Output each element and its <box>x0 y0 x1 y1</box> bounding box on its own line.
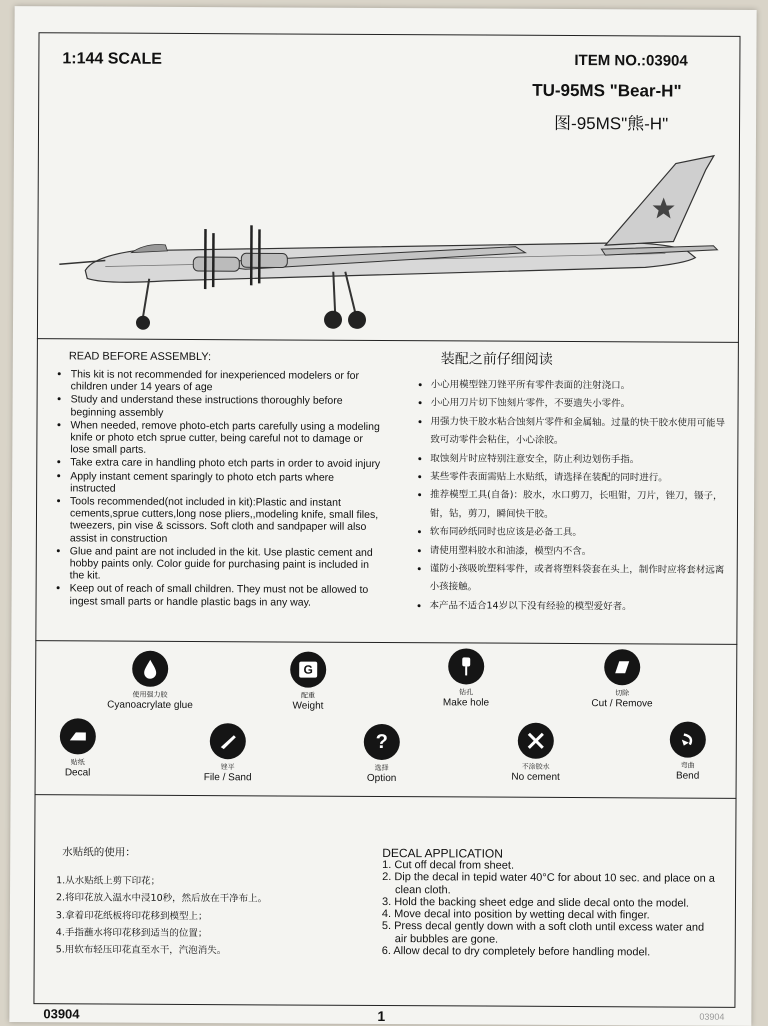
symbol-no-cement: 不涂胶水 No cement <box>471 722 601 784</box>
list-item: • Keep out of reach of small children. They must not be allowed to ingest small parts or handle plastic bags in any way. <box>70 583 380 609</box>
list-item: 1. Cut off decal from sheet. <box>382 859 718 873</box>
list-item: • 本产品不适合14岁以下没有经验的模型爱好者。 <box>429 597 729 617</box>
knife-cut-icon <box>604 649 640 685</box>
read-before-list <box>56 368 381 610</box>
list-item: • 小心用刀片切下蚀刻片零件，不要遗失小零件。 <box>431 395 731 415</box>
file-sand-icon <box>210 723 246 759</box>
list-item: 4.手指蘸水将印花移到适当的位置； <box>56 924 267 942</box>
list-item: 5.用软布轻压印花直至水干，汽泡消失。 <box>56 941 267 959</box>
read-before-title-cn: 装配之前仔细阅读 <box>441 348 553 369</box>
footer-item-code-faint: 03904 <box>699 1012 724 1022</box>
model-name: TU-95MS "Bear-H" <box>532 81 681 102</box>
symbol-bend: 弯曲 Bend <box>623 721 753 783</box>
symbol-weight: G 配重 Weight <box>243 651 373 713</box>
list-item: • Take extra care in handling photo etch parts in order to avoid injury <box>70 457 380 471</box>
item-number: ITEM NO.:03904 <box>574 52 687 70</box>
scale-label: 1:144 SCALE <box>62 50 162 69</box>
list-item: 5. Press decal gently down with a soft cloth until excess water and air bubbles are gone. <box>382 920 718 946</box>
water-decal-list-cn <box>56 872 268 960</box>
symbol-decal: 贴纸 Decal <box>13 718 143 780</box>
list-item: • 请使用塑料胶水和油漆，模型内不含。 <box>430 542 730 562</box>
decal-application-list <box>382 859 719 959</box>
footer-item-code: 03904 <box>43 1006 79 1021</box>
list-item: 2.将印花放入温水中浸10秒，然后放在干净布上。 <box>56 890 267 908</box>
question-icon: ? <box>364 724 400 760</box>
list-item: • 软布同砂纸同时也应该是必备工具。 <box>430 523 730 543</box>
read-before-title: READ BEFORE ASSEMBLY: <box>69 350 211 363</box>
drill-icon <box>448 648 484 684</box>
list-item: • Study and understand these instructions thoroughly before beginning assembly <box>71 394 381 420</box>
list-item: 3. Hold the backing sheet edge and slide decal onto the model. <box>382 896 718 910</box>
glue-drop-icon <box>132 651 168 687</box>
list-item: • 小心用模型锉刀锉平所有零件表面的注射浇口。 <box>431 376 731 396</box>
decal-application-title: DECAL APPLICATION <box>382 846 503 861</box>
water-decal-title-cn: 水贴纸的使用： <box>62 844 136 859</box>
list-item: • Apply instant cement sparingly to photo etch parts where instructed <box>70 470 380 496</box>
no-cement-icon <box>518 723 554 759</box>
list-item: 2. Dip the decal in tepid water 40°C for about 10 sec. and place on a clean cloth. <box>382 871 718 897</box>
model-name-cn: 图-95MS"熊-H" <box>554 109 668 135</box>
page-number: 1 <box>377 1008 385 1024</box>
read-before-list-cn <box>415 376 730 617</box>
list-item: 3.拿着印花纸板将印花移到模型上； <box>56 907 267 925</box>
decal-hand-icon <box>60 718 96 754</box>
bend-arrow-icon <box>670 722 706 758</box>
list-item: • Glue and paint are not included in the kit. Use plastic cement and hobby paints only. Color guide for purchasing paint is included in the kit. <box>70 545 380 583</box>
symbol-cut-remove: 切除 Cut / Remove <box>557 649 687 711</box>
list-item: • 取蚀刻片时应特别注意安全，防止利边划伤手指。 <box>430 450 730 470</box>
list-item: • 推荐模型工具(自备)：胶水，水口剪刀，长咀钳，刀片，锉刀，镊子，钳，钻，剪刀，瞬间快干胶。 <box>430 487 730 525</box>
symbol-file-sand: 锉平 File / Sand <box>163 723 293 785</box>
list-item: 6. Allow decal to dry completely before handling model. <box>382 945 718 959</box>
list-item: • 用强力快干胶水粘合蚀刻片零件和金属轴。过量的快干胶水使用可能导致可动零件会粘住，小心涂胶。 <box>430 413 730 451</box>
instruction-sheet <box>9 6 756 1026</box>
symbol-make-hole: 钻孔 Make hole <box>401 648 531 710</box>
list-item: • When needed, remove photo-etch parts carefully using a modeling knife or photo etch sprue cutter, being careful not to damage or lose small parts. <box>70 419 380 457</box>
paint-jar-icon: G <box>290 652 326 688</box>
symbol-option: ? 选择 Option <box>317 724 447 786</box>
list-item: • 某些零件表面需贴上水贴纸，请选择在装配的同时进行。 <box>430 468 730 488</box>
list-item: 1.从水贴纸上剪下印花； <box>56 872 267 890</box>
symbol-glue: 使用强力胶 Cyanoacrylate glue <box>85 650 215 712</box>
aircraft-illustration <box>45 138 722 338</box>
list-item: 4. Move decal into position by wetting decal with finger. <box>382 908 718 922</box>
list-item: • 谨防小孩吸吮塑料零件，或者将塑料袋套在头上，制作时应将套材远离小孩接触。 <box>430 560 730 598</box>
list-item: • This kit is not recommended for inexperienced modelers or for children under 14 years of age <box>71 368 381 394</box>
list-item: • Tools recommended(not included in kit):Plastic and instant cements,sprue cutters,long nose pliers,,modeling knife, small files, tweezers, pin vise & scissors. Soft cloth and sandpaper will also assist in construction <box>70 495 380 545</box>
